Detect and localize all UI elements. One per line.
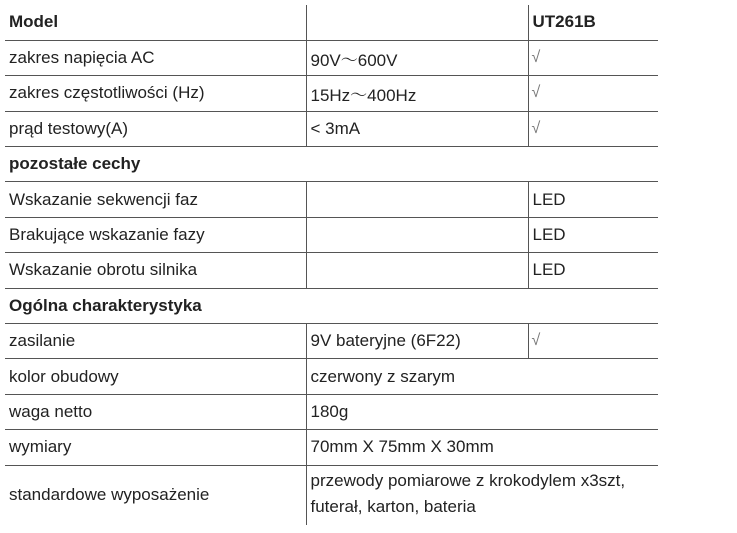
section-heading: Ogólna charakterystyka	[5, 288, 658, 323]
table-row	[5, 324, 658, 359]
row-label: standardowe wyposażenie	[9, 485, 210, 505]
row-value	[306, 182, 528, 217]
row-value: 180g	[306, 394, 658, 429]
header-col2	[306, 5, 528, 40]
section-row	[5, 147, 658, 182]
row-value: 15Hz～400Hz	[306, 76, 528, 111]
table-row	[5, 253, 658, 288]
row-model-value: LED	[528, 182, 658, 217]
header-label: Model	[5, 5, 306, 40]
row-value: < 3mA	[306, 111, 528, 146]
row-value: 70mm X 75mm X 30mm	[306, 430, 658, 465]
row-label: zasilanie	[5, 324, 306, 359]
row-value: 90V～600V	[306, 40, 528, 75]
spec-table	[5, 5, 658, 525]
table-row	[5, 76, 658, 111]
row-label: Wskazanie obrotu silnika	[5, 253, 306, 288]
row-model-value: LED	[528, 253, 658, 288]
section-heading: pozostałe cechy	[5, 147, 658, 182]
model-name: UT261B	[528, 5, 658, 40]
table-row	[5, 465, 658, 525]
row-model-value: LED	[528, 217, 658, 252]
table-row	[5, 111, 658, 146]
check-mark: √	[528, 111, 658, 146]
row-label: waga netto	[5, 394, 306, 429]
row-label: kolor obudowy	[5, 359, 306, 394]
row-value	[306, 253, 528, 288]
check-mark: √	[528, 76, 658, 111]
table-row	[5, 217, 658, 252]
row-value: czerwony z szarym	[306, 359, 658, 394]
row-value: przewody pomiarowe z krokodylem x3szt, futerał, karton, bateria	[306, 465, 658, 525]
row-value	[306, 217, 528, 252]
table-row	[5, 40, 658, 75]
header-row	[5, 5, 658, 40]
table-row	[5, 430, 658, 465]
row-label: Wskazanie sekwencji faz	[5, 182, 306, 217]
row-value: 9V bateryjne (6F22)	[306, 324, 528, 359]
table-row	[5, 182, 658, 217]
section-row	[5, 288, 658, 323]
check-mark: √	[528, 40, 658, 75]
table-row	[5, 359, 658, 394]
row-label: prąd testowy(A)	[5, 111, 306, 146]
row-label: Brakujące wskazanie fazy	[5, 217, 306, 252]
check-mark: √	[528, 324, 658, 359]
table-row	[5, 394, 658, 429]
row-label: zakres częstotliwości (Hz)	[5, 76, 306, 111]
row-label: zakres napięcia AC	[5, 40, 306, 75]
row-label: wymiary	[5, 430, 306, 465]
